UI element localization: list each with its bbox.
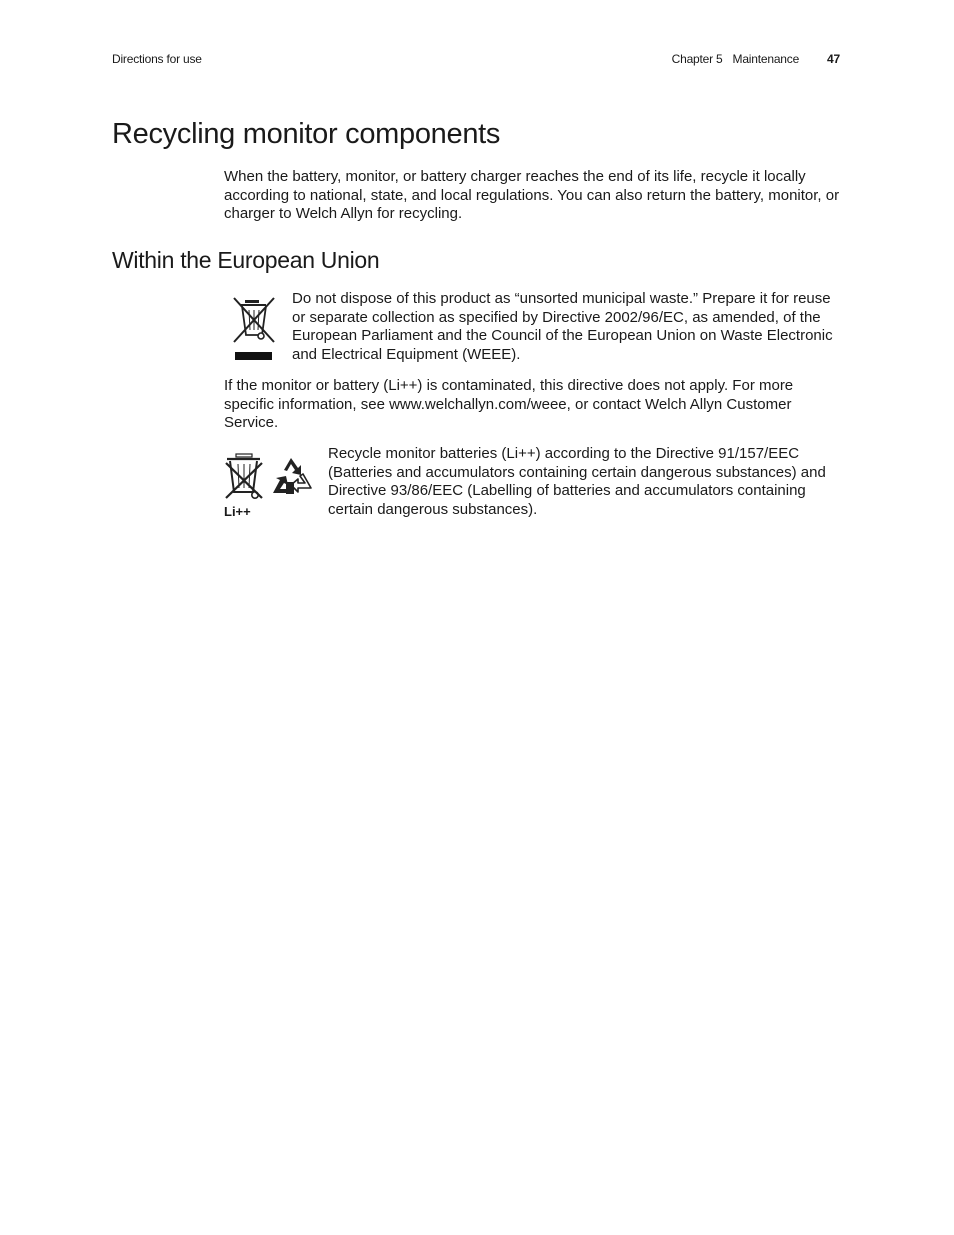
running-header-doc-label: Directions for use xyxy=(112,52,202,66)
recycle-icon xyxy=(270,454,314,500)
crossed-out-battery-bin-icon xyxy=(224,452,266,502)
page-number: 47 xyxy=(827,52,840,66)
page-title: Recycling monitor components xyxy=(112,118,501,150)
intro-paragraph: When the battery, monitor, or battery charger reaches the end of its life, recycle it locally according to national, state, and local regulations. You can also return the battery, monitor, or charger to Welch Allyn for recycling. xyxy=(224,168,840,223)
weee-paragraph: Do not dispose of this product as “unsorted municipal waste.” Prepare it for reuse or separate collection as specified by Directive 2002/96/EC, as amended, of the European Parliament and the Council of the European Union on Waste Electronic and Electrical Equipment (WEEE). xyxy=(292,290,833,364)
battery-chemistry-label: Li++ xyxy=(224,504,251,519)
contamination-paragraph: If the monitor or battery (Li++) is contaminated, this directive does not apply. For more specific information, see www.welchallyn.com/weee, or contact Welch Allyn Customer Service. xyxy=(224,377,794,432)
battery-recycling-paragraph: Recycle monitor batteries (Li++) according to the Directive 91/157/EEC (Batteries and accumulators containing certain dangerous substances) and Directive 93/86/EEC (Labelling of batteries and accumulators containing certain dangerous substances). xyxy=(328,445,826,519)
crossed-out-wheelie-bin-icon xyxy=(231,295,277,361)
chapter-title: Maintenance xyxy=(732,52,800,66)
running-header-chapter xyxy=(672,52,840,66)
section-heading-eu: Within the European Union xyxy=(112,247,380,273)
chapter-number: Chapter 5 xyxy=(671,52,723,66)
